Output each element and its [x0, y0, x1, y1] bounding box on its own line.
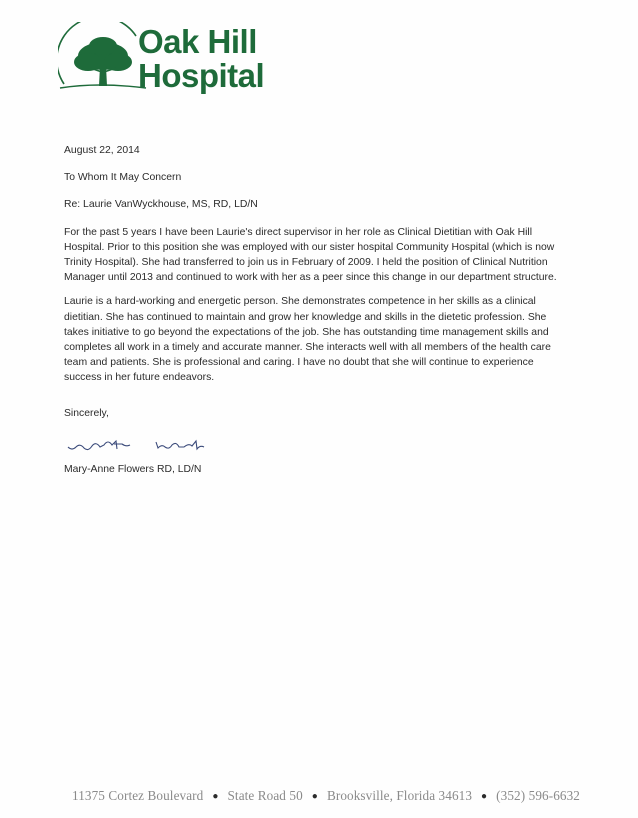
bullet-icon: ●: [481, 791, 488, 802]
hospital-logo: [58, 22, 278, 100]
letter-paragraph-1: For the past 5 years I have been Laurie's direct supervisor in her role as Clinical Dietitian with Oak Hill Hospital. Prior to this position she was employed with our sister hospital Community Hospital (which is now Trinity Hospital). She had transferred to join us in February of 2009. I held the position of Clinical Nutrition Manager until 2013 and continued to work with her as a peer since this change in our department structure.: [64, 226, 557, 284]
signer-name: Mary-Anne Flowers RD, LD/N: [64, 463, 202, 475]
logo-name-line1: Oak Hill: [138, 23, 257, 60]
letter-subject: Re: Laurie VanWyckhouse, MS, RD, LD/N: [64, 199, 258, 211]
letter-body: [64, 143, 564, 477]
bullet-icon: ●: [212, 791, 219, 802]
oak-tree-icon: [58, 22, 148, 100]
handwritten-signature: [64, 431, 564, 457]
letter-paragraph-2: Laurie is a hard-working and energetic person. She demonstrates competence in her skills as a clinical dietitian. She has continued to maintain and grow her knowledge and skills in the dietetic profession. She takes initiative to go beyond the expectations of the job. She has outstanding time management skills and completes all work in a timely and accurate manner. She interacts well with all members of the health care team and patients. She is professional and caring. I have no doubt that she will continue to experience success in her future endeavors.: [64, 296, 551, 384]
letter-salutation: To Whom It May Concern: [64, 172, 182, 184]
letter-closing: Sincerely,: [64, 407, 109, 419]
bullet-icon: ●: [311, 791, 318, 802]
footer-phone: (352) 596-6632: [496, 788, 580, 803]
footer-road: State Road 50: [227, 788, 303, 803]
footer-street: 11375 Cortez Boulevard: [72, 788, 204, 803]
logo-name-line2: Hospital: [138, 57, 265, 94]
letterhead-footer: [72, 788, 592, 804]
letter-date: August 22, 2014: [64, 145, 140, 156]
footer-city: Brooksville, Florida 34613: [326, 788, 473, 803]
